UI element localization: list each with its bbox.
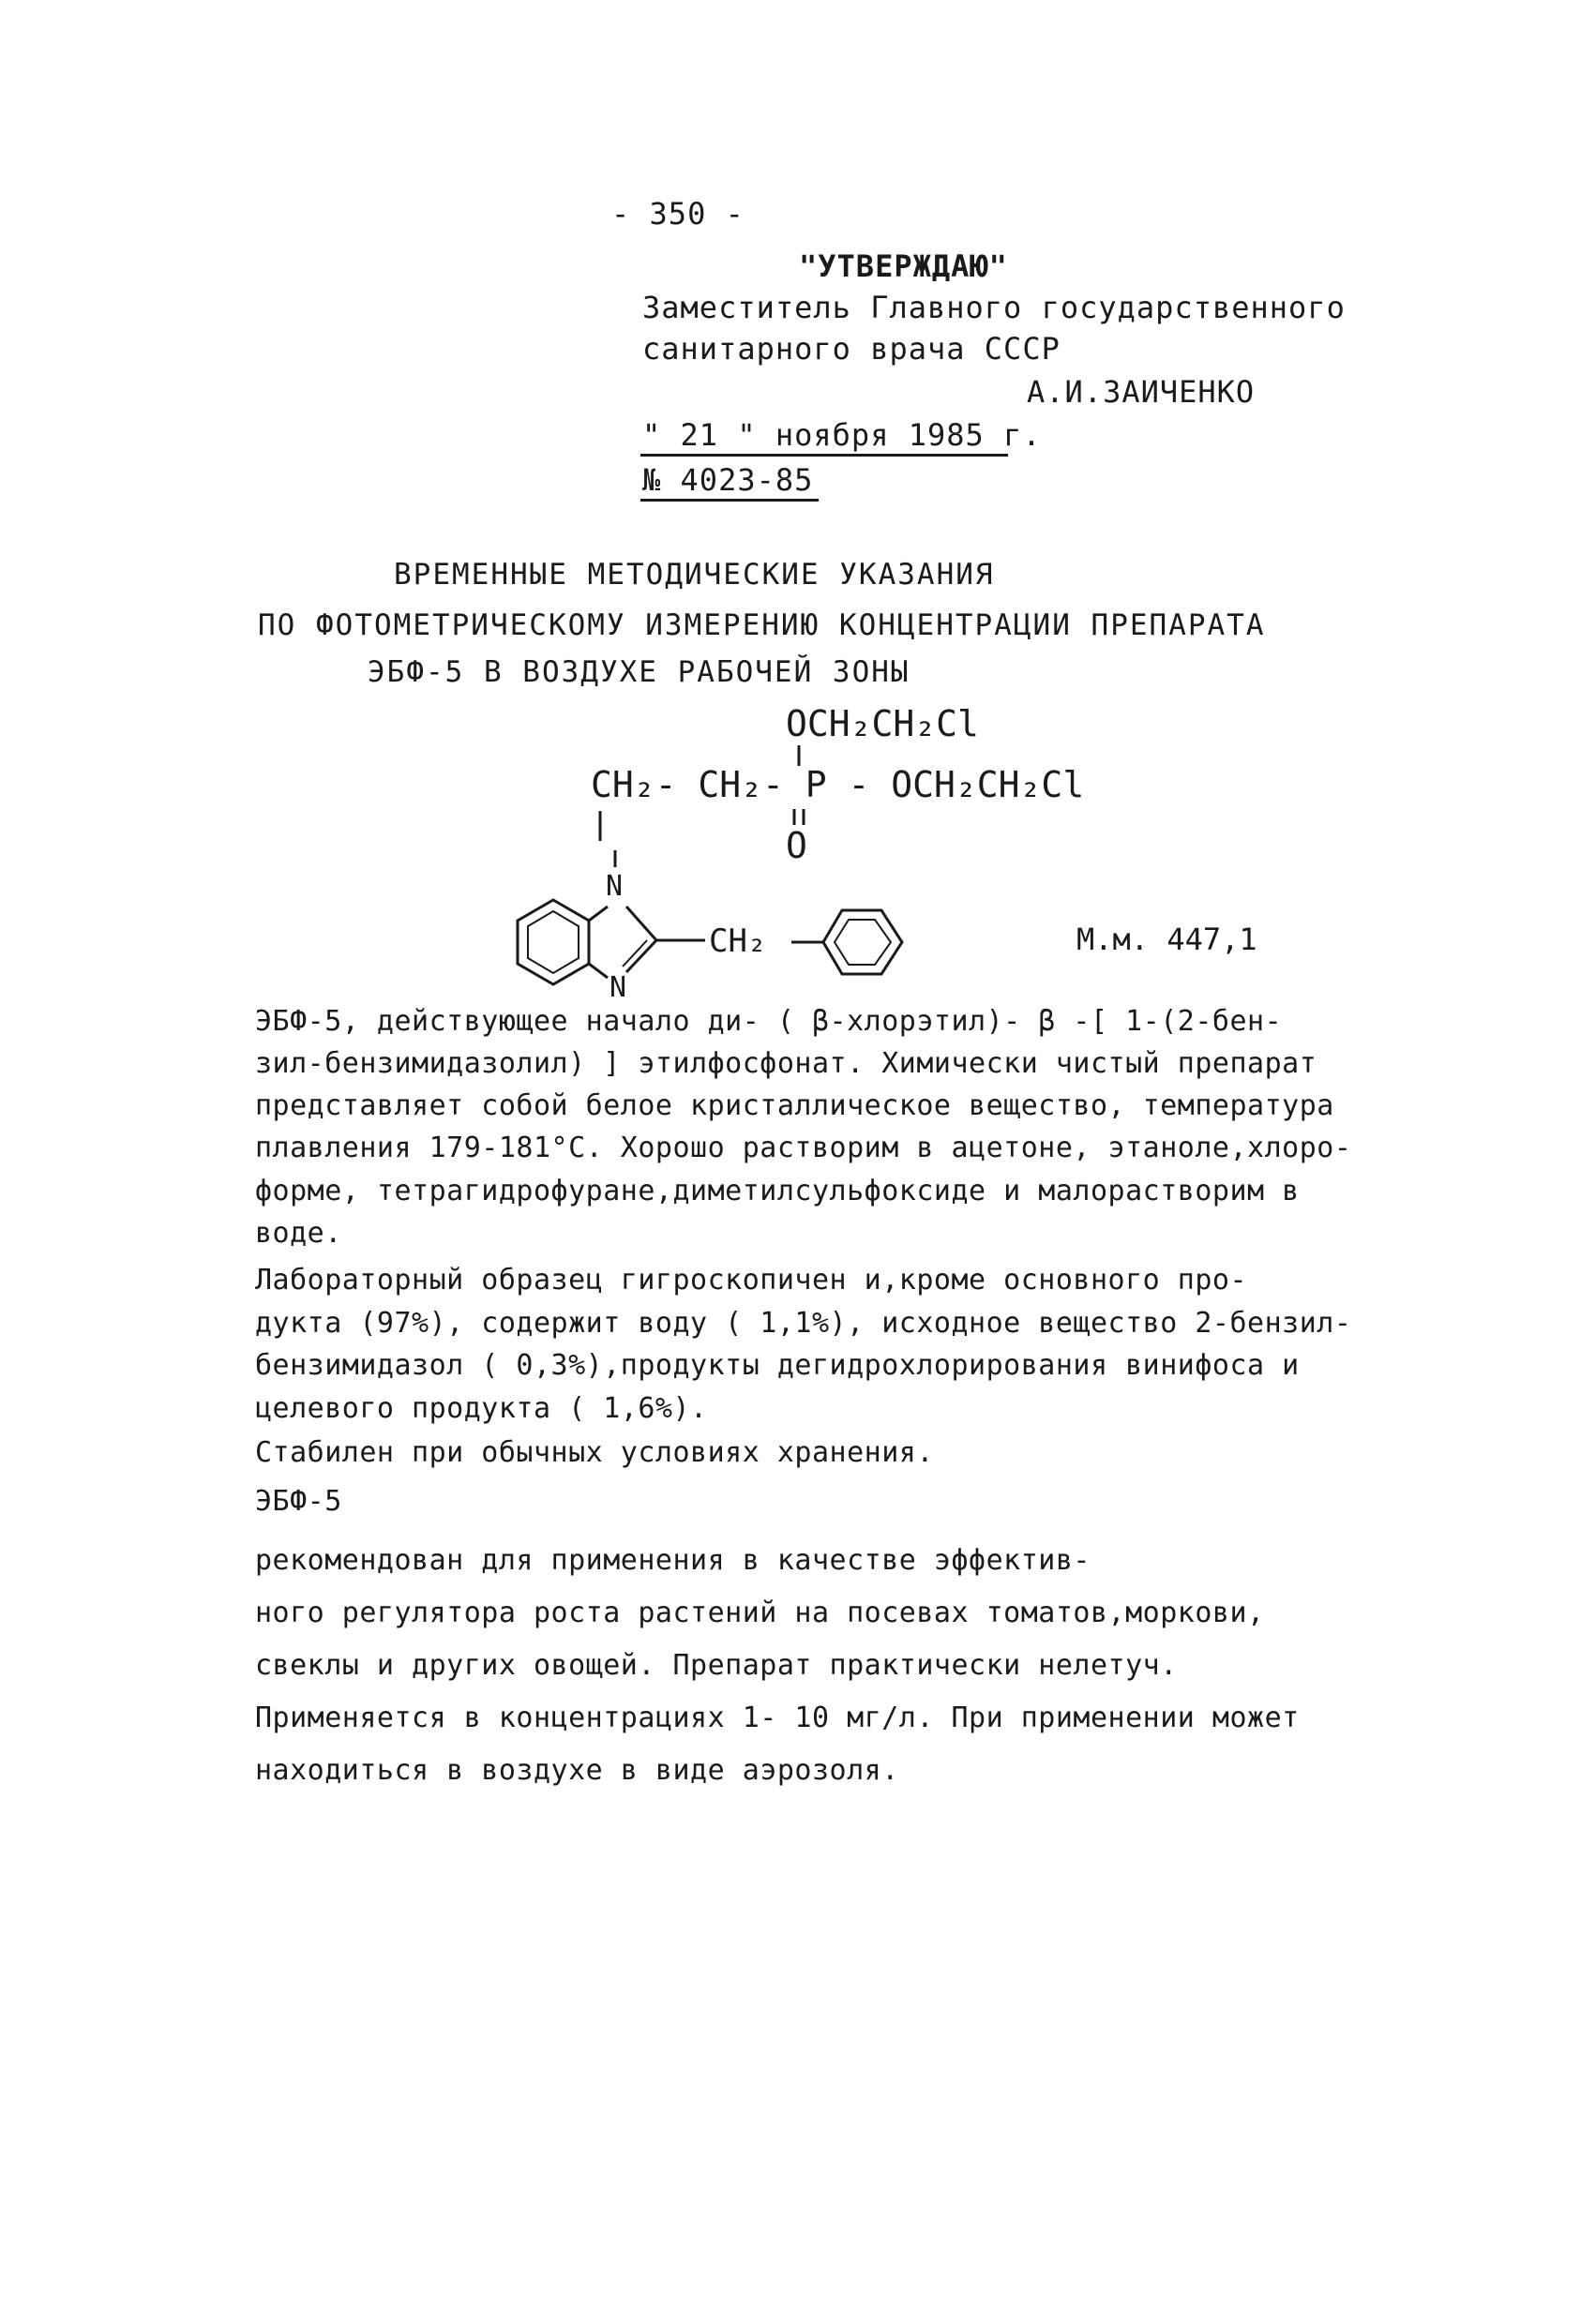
formula-n2: N	[609, 971, 627, 1004]
text-line: находиться в воздухе в виде аэрозоля.	[255, 1754, 899, 1787]
structural-formula	[0, 698, 1595, 1008]
number-underline	[640, 499, 819, 502]
title-line-1: ВРЕМЕННЫЕ МЕТОДИЧЕСКИЕ УКАЗАНИЯ	[394, 558, 995, 592]
approval-date: " 21 " ноября 1985 г.	[642, 417, 1042, 453]
formula-n1: N	[606, 870, 624, 903]
text-line: дукта (97%), содержит воду ( 1,1%), исходное вещество 2-бензил-	[255, 1307, 1352, 1340]
bond-n1-c2	[626, 907, 656, 940]
benzene-ring-inner	[528, 911, 579, 973]
bond-n3-ring	[589, 964, 608, 978]
text-line: зил-бензимидазолил) ] этилфосфонат. Химически чистый препарат	[255, 1047, 1317, 1080]
text-line: Стабилен при обычных условиях хранения.	[255, 1436, 934, 1469]
formula-oxygen: O	[786, 825, 807, 866]
text-line: ЭБФ-5	[255, 1485, 342, 1518]
title-line-2: ПО ФОТОМЕТРИЧЕСКОМУ ИЗМЕРЕНИЮ КОНЦЕНТРАЦИИ ПРЕПАРАТА	[258, 608, 1266, 642]
approval-position-line2: санитарного врача СССР	[642, 331, 1061, 367]
text-line: представляет собой белое кристаллическое вещество, температура	[255, 1089, 1334, 1122]
molecular-mass: М.м. 447,1	[1076, 922, 1257, 957]
formula-top-group: OCH₂CH₂Cl	[786, 703, 979, 744]
text-line: Лабораторный образец гигроскопичен и,кроме основного про-	[255, 1264, 1248, 1297]
approval-number: № 4023-85	[642, 462, 814, 498]
date-underline	[640, 454, 1008, 457]
formula-ch2: CH₂	[709, 922, 767, 960]
title-line-3: ЭБФ-5 В ВОЗДУХЕ РАБОЧЕЙ ЗОНЫ	[368, 655, 910, 689]
page-number: - 350 -	[611, 196, 745, 232]
approval-stamp: "УТВЕРЖДАЮ"	[799, 248, 1008, 284]
text-line: Применяется в концентрациях 1- 10 мг/л. При применении может	[255, 1702, 1300, 1734]
text-line: целевого продукта ( 1,6%).	[255, 1392, 708, 1425]
text-line: ЭБФ-5, действующее начало ди- ( β-хлорэтил)- β -[ 1-(2-бен-	[255, 1005, 1283, 1038]
approval-name: А.И.ЗАИЧЕНКО	[1027, 374, 1256, 410]
bond-ring-n1	[589, 907, 608, 921]
text-line: рекомендован для применения в качестве эффектив-	[255, 1544, 1091, 1577]
phenyl-ring-inner	[835, 920, 891, 965]
formula-chain: CH₂- CH₂- P - OCH₂CH₂Cl	[591, 764, 1085, 805]
text-line: бензимидазол ( 0,3%),продукты дегидрохлорирования винифоса и	[255, 1349, 1300, 1382]
text-line: плавления 179-181°С. Хорошо растворим в ацетоне, этаноле,хлоро-	[255, 1132, 1352, 1164]
text-line: свеклы и других овощей. Препарат практически нелетуч.	[255, 1649, 1178, 1682]
approval-position-line1: Заместитель Главного государственного	[642, 290, 1346, 325]
text-line: форме, тетрагидрофуране,диметилсульфоксиде и малорастворим в	[255, 1175, 1300, 1207]
text-line: воде.	[255, 1217, 342, 1250]
text-line: ного регулятора роста растений на посевах томатов,моркови,	[255, 1597, 1265, 1629]
